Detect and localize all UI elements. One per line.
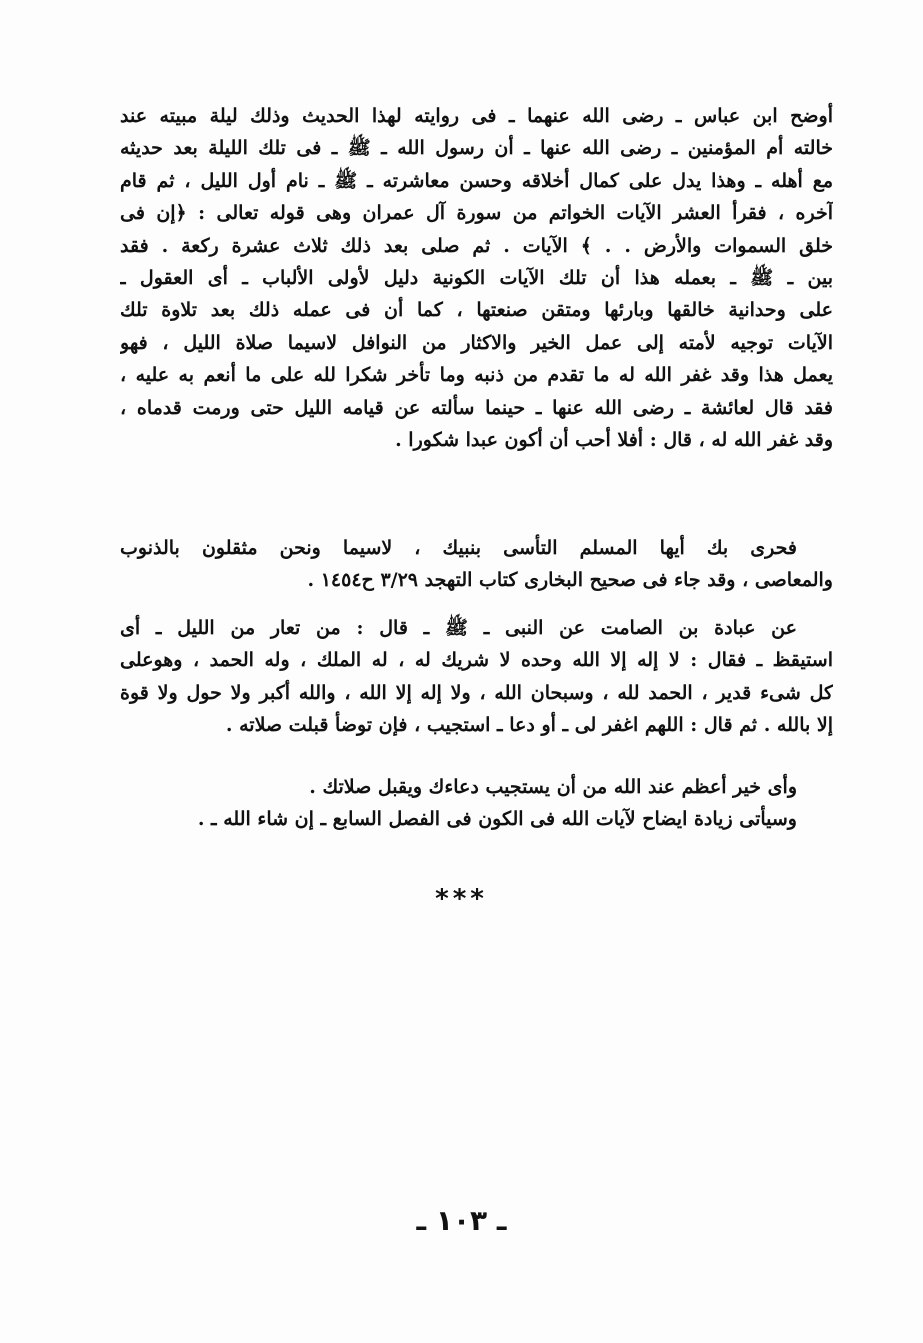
page-number: ـ ١٠٣ ـ — [416, 1204, 507, 1237]
section-separator: *** — [435, 884, 488, 914]
paragraph-1 — [120, 100, 833, 456]
paragraph-3 — [120, 612, 833, 742]
text-line: مع أهله ـ وهذا يدل على كمال أخلاقه وحسن معاشرته ـ ﷺ ـ نام أول الليل ، ثم قام — [120, 169, 833, 192]
text-line: والمعاصى ، وقد جاء فى صحيح البخارى كتاب التهجد ٣/٢٩ ح١٤٥٤ . — [307, 569, 833, 592]
text-line: وقد غفر الله له ، قال : أفلا أحب أن أكون عبدا شكورا . — [395, 429, 833, 452]
text-line: يعمل هذا وقد غفر الله له ما تقدم من ذنبه وما تأخر شكرا لله على ما أنعم به عليه ، — [120, 364, 833, 387]
text-line: فحرى بك أيها المسلم التأسى بنبيك ، لاسيما ونحن مثقلون بالذنوب — [120, 537, 797, 559]
text-line: خلق السموات والأرض . . ﴾ الآيات . ثم صلى بعد ذلك ثلاث عشرة ركعة . فقد — [120, 234, 833, 257]
text-line: خالته أم المؤمنين ـ رضى الله عنها ـ أن رسول الله ـ ﷺ ـ فى تلك الليلة بعد حديثه — [120, 137, 833, 160]
text-line: كل شىء قدير ، الحمد لله ، وسبحان الله ، ولا إله إلا الله ، والله أكبر ولا حول ولا قوة — [120, 681, 833, 704]
text-line: استيقظ ـ فقال : لا إله إلا الله وحده لا شريك له ، له الملك ، وله الحمد ، وهوعلى — [120, 649, 833, 672]
text-line: آخره ، فقرأ العشر الآيات الخواتم من سورة آل عمران وهى قوله تعالى : ﴿إن فى — [120, 202, 833, 225]
text-line: أوضح ابن عباس ـ رضى الله عنهما ـ فى روايته لهذا الحديث وذلك ليلة مبيته عند — [120, 105, 833, 127]
text-line: عن عبادة بن الصامت عن النبى ـ ﷺ ـ قال : من تعار من الليل ـ أى — [120, 617, 797, 639]
text-line: بين ـ ﷺ ـ بعمله هذا أن تلك الآيات الكونية دليل لأولى الألباب ـ أى العقول ـ — [120, 267, 833, 290]
text-line: على وحدانية خالقها وبارئها ومتقن صنعتها ، كما أن فى عمله ذلك بعد تلاوة تلك — [120, 299, 833, 322]
paragraph-2 — [120, 532, 833, 597]
text-line: إلا بالله . ثم قال : اللهم اغفر لى ـ أو دعا ـ استجيب ، فإن توضأ قبلت صلاته . — [225, 714, 833, 737]
text-line: وأى خير أعظم عند الله من أن يستجيب دعاءك ويقبل صلاتك . — [309, 776, 797, 798]
text-line: وسيأتى زيادة ايضاح لآيات الله فى الكون فى الفصل السابع ـ إن شاء الله ـ . — [197, 808, 797, 831]
text-line: الآيات توجيه لأمته إلى عمل الخير والاكثار من النوافل لاسيما صلاة الليل ، فهو — [120, 331, 833, 354]
paragraph-4 — [120, 771, 833, 836]
text-line: فقد قال لعائشة ـ رضى الله عنها ـ حينما سألته عن قيامه الليل حتى ورمت قدماه ، — [120, 396, 833, 419]
